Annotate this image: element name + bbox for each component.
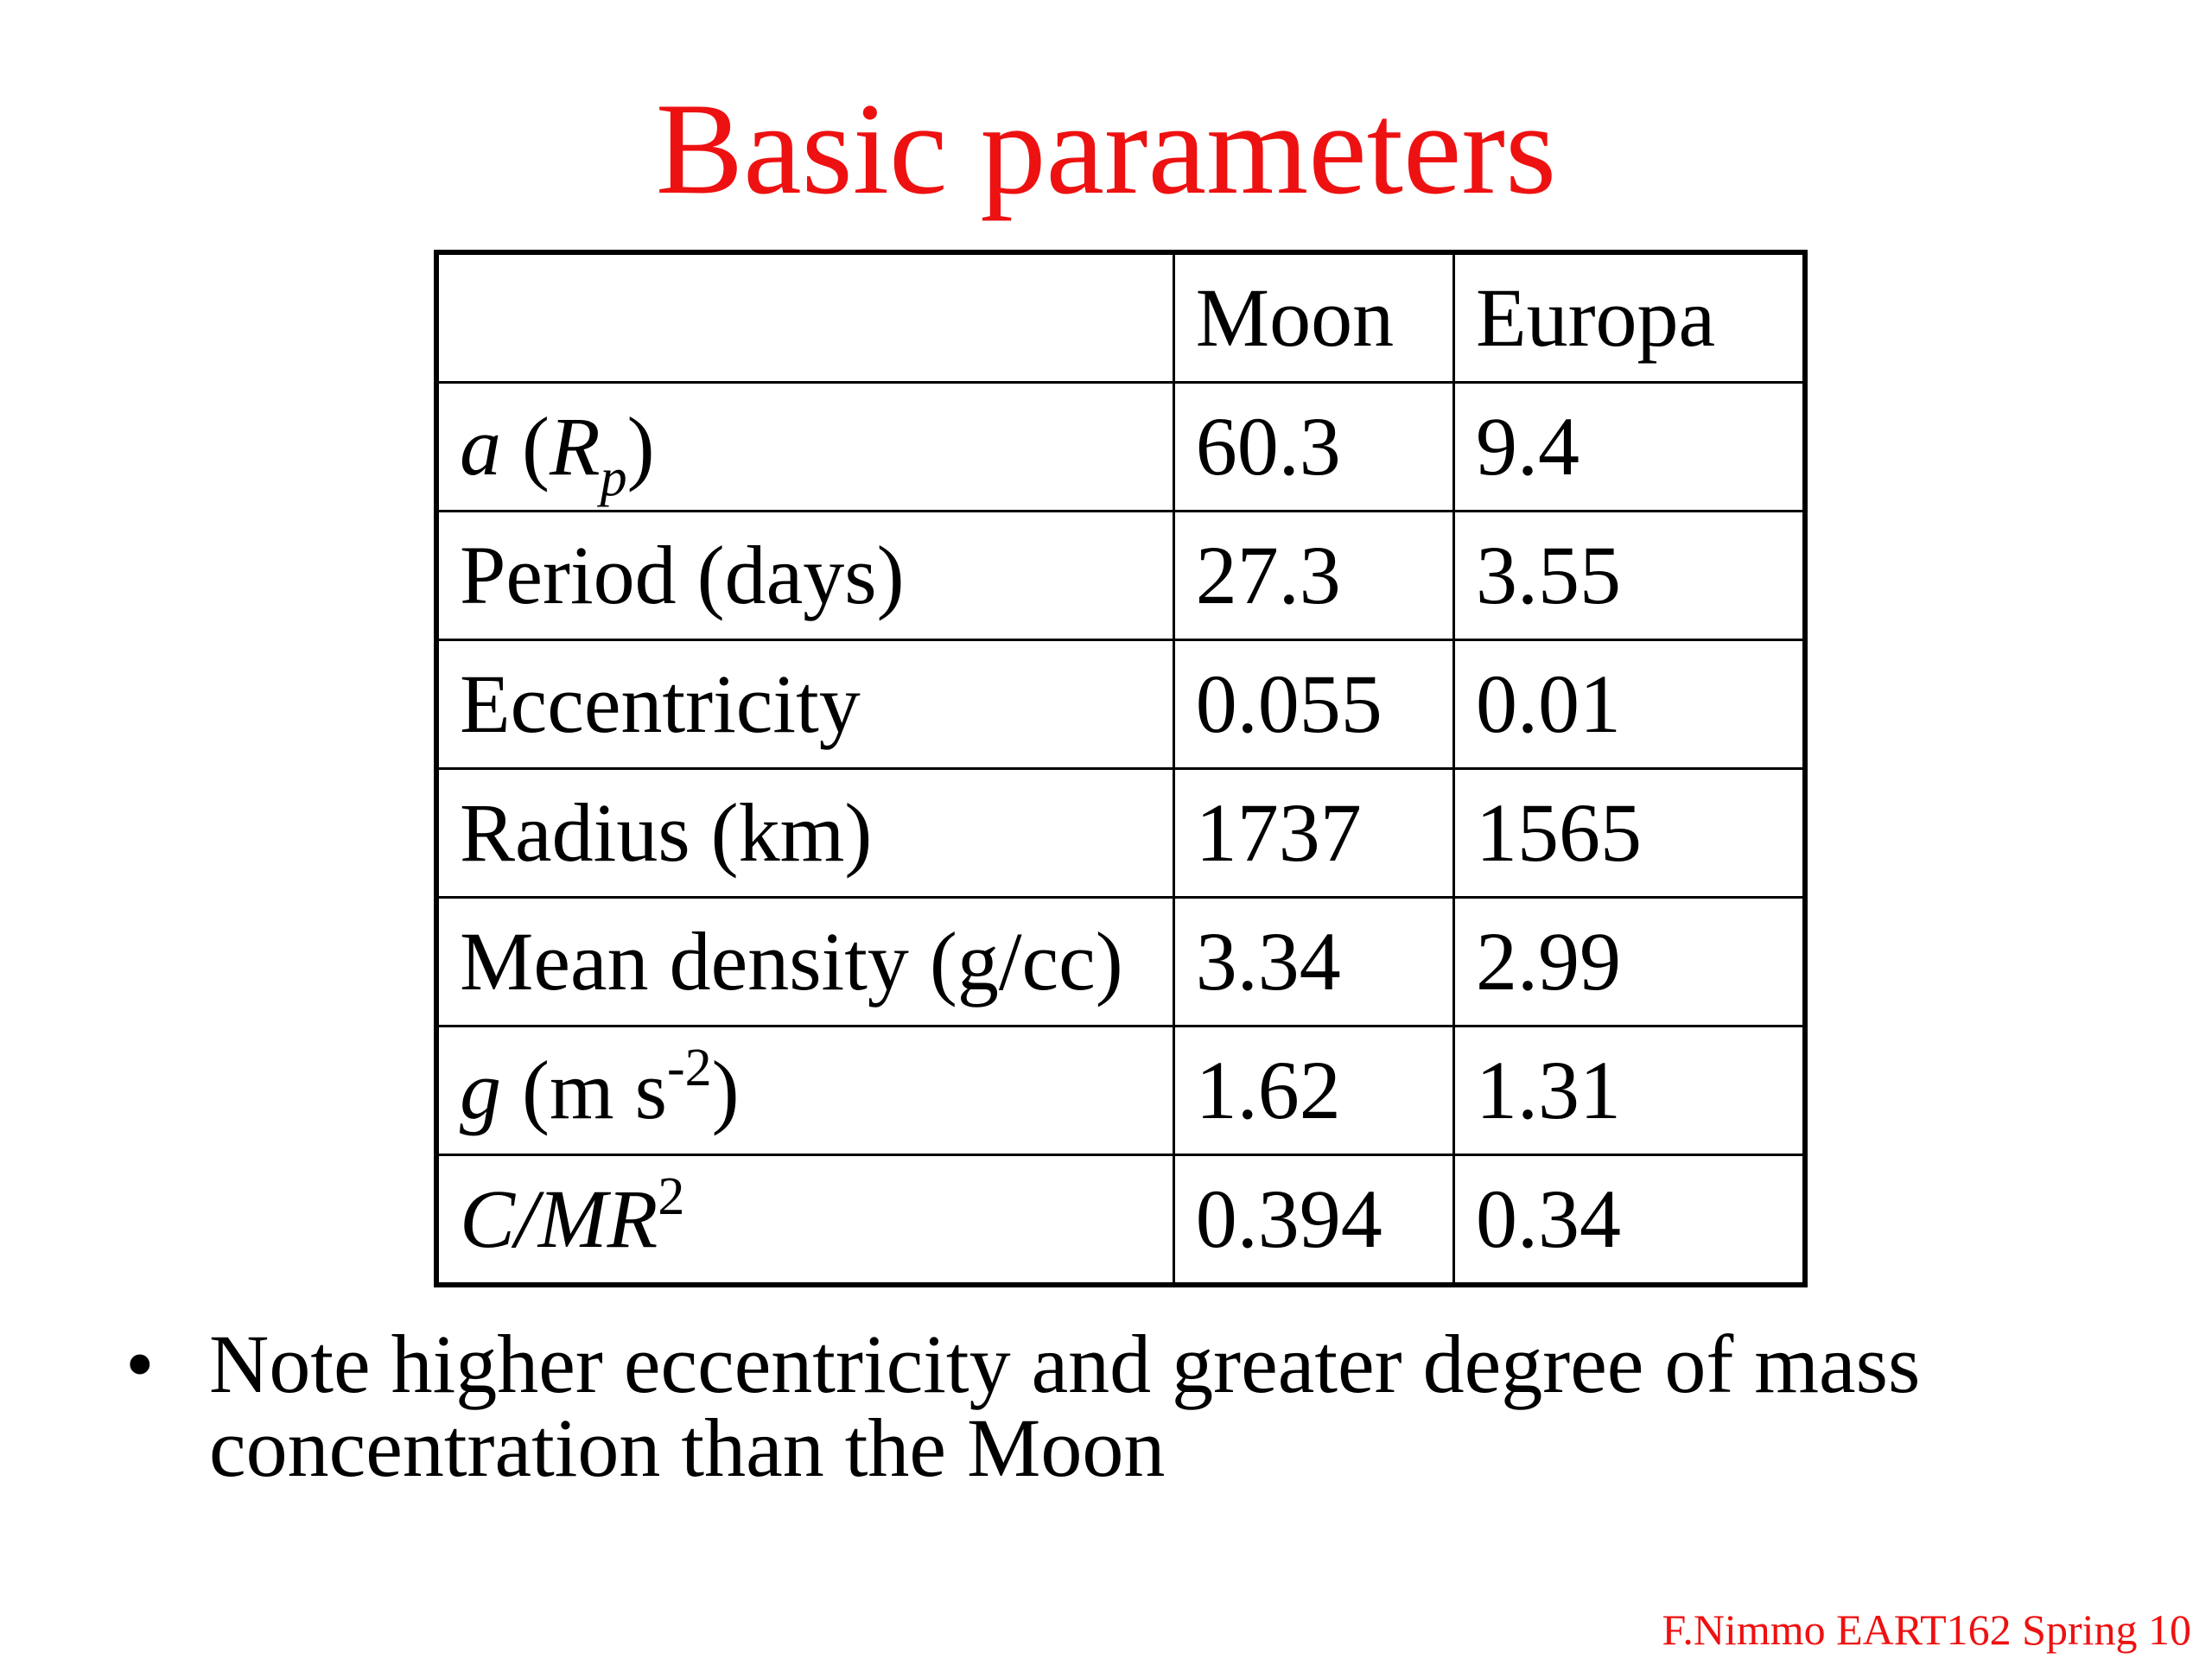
subscript-p: p: [600, 448, 627, 507]
bullet-text: Note higher eccentricity and greater degree of mass concentration than the Moon: [209, 1318, 1921, 1494]
cell-europa-value: 3.55: [1453, 512, 1805, 640]
table-header-cell-empty: [436, 252, 1173, 383]
cell-europa-value: 1.31: [1453, 1027, 1805, 1155]
footer-credit: F.Nimmo EART162 Spring 10: [1662, 1605, 2191, 1654]
table-row: [436, 898, 1805, 1027]
table-row: [436, 769, 1805, 898]
cell-moon-value: 60.3: [1173, 383, 1453, 512]
parameters-table: [434, 250, 1808, 1287]
row-label-semimajor-axis: [436, 383, 1173, 512]
table-header-europa: Europa: [1453, 252, 1805, 383]
superscript-2: 2: [658, 1167, 685, 1226]
cell-moon-value: 1.62: [1173, 1027, 1453, 1155]
cell-moon-value: 0.055: [1173, 640, 1453, 769]
table-row: [436, 1155, 1805, 1286]
label-close: ): [711, 1044, 740, 1136]
table-header-moon: Moon: [1173, 252, 1453, 383]
cell-moon-value: 0.394: [1173, 1155, 1453, 1286]
row-label-eccentricity: Eccentricity: [436, 640, 1173, 769]
symbol-a: a: [460, 400, 501, 493]
cell-moon-value: 1737: [1173, 769, 1453, 898]
cell-europa-value: 1565: [1453, 769, 1805, 898]
cell-moon-value: 3.34: [1173, 898, 1453, 1027]
cell-europa-value: 2.99: [1453, 898, 1805, 1027]
cell-moon-value: 27.3: [1173, 512, 1453, 640]
bullet-icon: •: [125, 1318, 155, 1410]
table-row: [436, 383, 1805, 512]
row-label-mean-density: Mean density (g/cc): [436, 898, 1173, 1027]
symbol-g: g: [460, 1044, 501, 1136]
superscript-minus-2: -2: [667, 1039, 712, 1097]
cell-europa-value: 9.4: [1453, 383, 1805, 512]
row-label-gravity: [436, 1027, 1173, 1155]
symbol-r: R: [549, 400, 601, 493]
symbol-c-mr: C/MR: [460, 1173, 658, 1265]
label-close: ): [626, 400, 655, 493]
label-open: (m s: [501, 1044, 667, 1136]
cell-europa-value: 0.34: [1453, 1155, 1805, 1286]
label-open: (: [501, 400, 550, 493]
table-row: [436, 1027, 1805, 1155]
row-label-period: Period (days): [436, 512, 1173, 640]
row-label-moment-of-inertia: [436, 1155, 1173, 1286]
row-label-radius: Radius (km): [436, 769, 1173, 898]
cell-europa-value: 0.01: [1453, 640, 1805, 769]
slide-title: Basic parameters: [655, 76, 1557, 221]
table-row: [436, 640, 1805, 769]
table-row: [436, 512, 1805, 640]
table-header-row: [436, 252, 1805, 383]
